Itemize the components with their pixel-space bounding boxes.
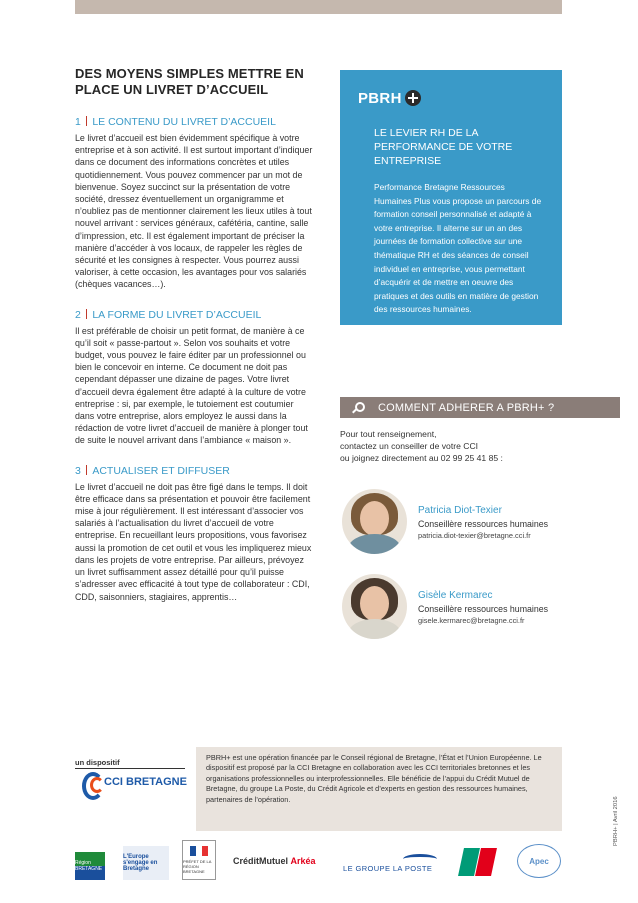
dispositif-underline xyxy=(75,768,185,769)
avatar xyxy=(342,574,407,639)
avatar-body xyxy=(348,619,401,639)
pbrh-tagline: LE LEVIER RH DE LA PERFORMANCE DE VOTRE ENTREPRISE xyxy=(374,127,513,167)
la-poste-text: LE GROUPE LA POSTE xyxy=(343,864,433,873)
adhere-header-bar xyxy=(340,397,620,418)
pbrh-logo xyxy=(358,88,544,108)
plus-icon xyxy=(405,90,421,106)
section-title: ACTUALISER ET DIFFUSER xyxy=(92,464,230,477)
contact-role: Conseillère ressources humaines xyxy=(418,604,549,614)
avatar xyxy=(342,489,407,554)
adhere-intro-line: contactez un conseiller de votre CCI xyxy=(340,441,479,451)
avatar-body xyxy=(348,534,401,554)
contact-email[interactable]: patricia.diot-texier@bretagne.cci.fr xyxy=(418,531,531,540)
cci-bretagne-logo xyxy=(82,772,187,792)
french-flag-icon xyxy=(190,846,208,856)
adhere-intro-line: ou joignez directement au 02 99 25 41 85 : xyxy=(340,453,503,463)
dispositif-label: un dispositif xyxy=(75,758,120,767)
contact-card xyxy=(340,489,600,559)
section-2-body: Il est préférable de choisir un petit format, de manière à ce qu’il soit « passe-partout ». Selon vos souhaits et votre budget, vous pouvez le faire éditer par un professionnel ou bien le concevoir en interne. Ce document ne doit pas cependant dépasser une dizaine de pages. Votre livret d’accueil devra également être adapté à la culture de votre entreprise : si, par exemple, le tutoiement est coutumier dans votre entreprise, alors employez le aussi dans la rédaction de votre livret d’accueil de manière à plonger tout de suite le nouvel arrivant dans l’ambiance « maison ». xyxy=(75,325,308,446)
section-1-heading xyxy=(75,116,315,129)
avatar-face xyxy=(360,501,389,536)
separator-bar xyxy=(86,116,88,126)
credit-mutuel-text: CréditMutuel xyxy=(233,856,288,866)
magnifier-icon xyxy=(352,402,364,414)
pbrh-logo-text: PBRH xyxy=(358,89,402,107)
credit-mutuel-arkea-logo xyxy=(233,856,316,866)
europe-logo: L'Europe s'engage en Bretagne xyxy=(123,846,169,880)
pbrh-description: Performance Bretagne Ressources Humaines Plus vous propose un parcours de formation conseil personnalisé et adapté à votre entreprise. Il alterne sur un an des journées de formation collective sur une thématique RH et des séances de conseil individuel en entreprise, vous permettant d’acquérir et de mettre en oeuvre des pratiques et des outils en matière de gestion des ressources humaines. xyxy=(374,182,542,315)
section-title: LA FORME DU LIVRET D’ACCUEIL xyxy=(92,308,262,321)
apec-logo: Apec xyxy=(517,844,561,878)
section-2-heading xyxy=(75,309,315,322)
contact-email[interactable]: gisele.kermarec@bretagne.cci.fr xyxy=(418,616,525,625)
adhere-intro-line: Pour tout renseignement, xyxy=(340,429,437,439)
separator-bar xyxy=(86,309,88,319)
contact-name: Gisèle Kermarec xyxy=(418,590,493,601)
section-3-body: Le livret d’accueil ne doit pas être figé dans le temps. Il doit être efficace dans sa présentation et pouvoir être facilement mise à jour régulièrement. Il est intéressant d’associer vos salariés à l’actualisation du livret d’accueil de votre entreprise. En recueillant leurs propositions, vous favorisez aussi la promotion de cet outil et vous les impliquerez mieux dans les projets de votre entreprise. Par ailleurs, prévoyez un livret suffisamment assez détaillé pour qu’il puisse s’adresser avec efficacité à tout type de collaborateur : CDI, CDD, saisonniers, stagiaires, apprentis… xyxy=(75,481,312,602)
prefet-logo-text: PRÉFET DE LA RÉGION BRETAGNE xyxy=(183,859,212,874)
credit-agricole-logo xyxy=(461,848,495,876)
separator-bar xyxy=(86,465,88,475)
la-poste-bird-icon xyxy=(403,854,437,864)
section-3-heading xyxy=(75,465,315,478)
arkea-text: Arkéa xyxy=(290,856,316,866)
left-column xyxy=(75,66,315,603)
region-bretagne-logo: Région BRETAGNE xyxy=(75,852,105,880)
pbrh-info-box xyxy=(340,70,562,325)
section-number: 3 xyxy=(75,464,81,477)
adhere-title: COMMENT ADHERER A PBRH+ ? xyxy=(378,401,555,414)
contact-role: Conseillère ressources humaines xyxy=(418,519,549,529)
adhere-intro xyxy=(340,428,570,464)
section-number: 1 xyxy=(75,116,81,128)
section-1-body: Le livret d’accueil est bien évidemment spécifique à votre entreprise et à son activité. Il est surtout important d’indiquer dans ce document des informations concrètes et utiles quotidiennement. Vous pouvez commencer par un mot de bienvenue. Soyez succinct sur la présentation de votre société, dressez éventuellement un organigramme et n’oubliez pas de mentionner clairement les lieux utiles à tout nouvel arrivant : services généraux, cafétéria, cantine, salle d’impression, etc. Il est également important de préciser la manière d’accéder à vos locaux, de rappeler les règles de sécurité et les consignes à respecter. Vous pourrez aussi valoriser, à cette occasion, les avantages pour vos salariés (chèques vacances…). xyxy=(75,133,313,290)
top-bar xyxy=(75,0,562,14)
contact-name: Patricia Diot-Texier xyxy=(418,505,502,516)
section-title: LE CONTENU DU LIVRET D’ACCUEIL xyxy=(92,116,276,128)
partner-logos xyxy=(75,840,575,880)
prefet-logo xyxy=(182,840,216,880)
avatar-face xyxy=(360,586,389,621)
cci-logo-text: CCI BRETAGNE xyxy=(104,776,187,788)
page-title: DES MOYENS SIMPLES METTRE EN PLACE UN LIVRET D’ACCUEIL xyxy=(75,66,304,97)
contact-card xyxy=(340,574,600,644)
footer-info-box: PBRH+ est une opération financée par le Conseil régional de Bretagne, l’État et l’Union Européenne. Le dispositif est proposé par la CCI Bretagne en collaboration avec les CCI territoriales bretonnes et les organisations professionnelles ou interprofessionnelles. Elle bénéficie de l’appui du Crédit Mutuel de Bretagne, du groupe La Poste, du Crédit Agricole et d’experts en gestion des ressources humaines, partenaires de l’opération. xyxy=(196,747,562,831)
section-number: 2 xyxy=(75,308,81,321)
page-footer-side-text: PBRH+ | Avril 2016 xyxy=(613,796,619,846)
cci-logo-icon xyxy=(82,772,100,792)
la-poste-logo xyxy=(343,854,437,873)
